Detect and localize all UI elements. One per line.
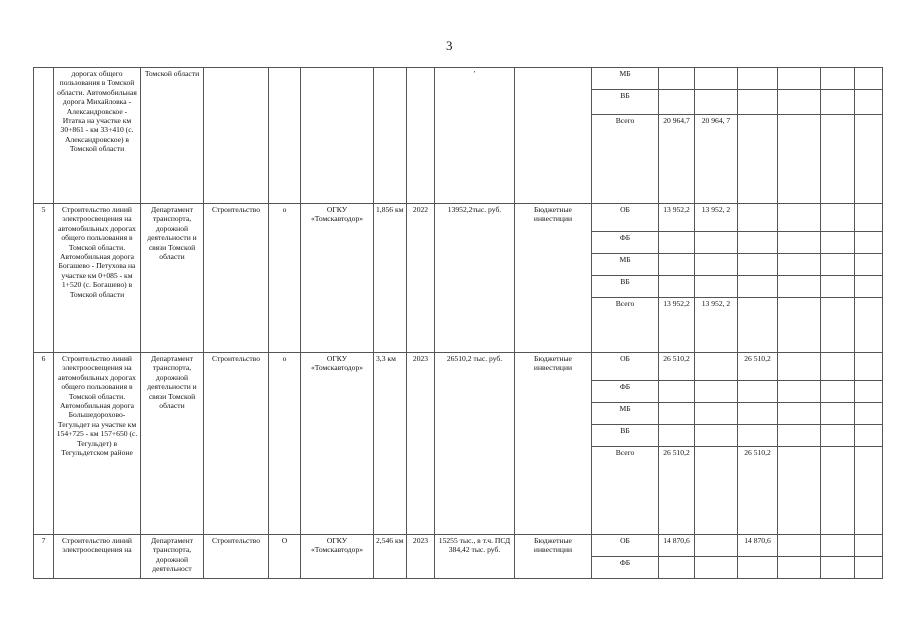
budget-year-1 [695, 254, 738, 276]
budget-year-3 [778, 425, 821, 447]
budget-label: МБ [592, 68, 659, 90]
row-number: 6 [34, 353, 54, 535]
budget-year-1 [695, 381, 738, 403]
budget-year-1 [695, 425, 738, 447]
budget-year-3 [778, 232, 821, 254]
budget-label: ФБ [592, 557, 659, 579]
budget-total: 26 510,2 [659, 447, 695, 535]
budget-year-5 [855, 447, 883, 535]
budget-year-3 [778, 557, 821, 579]
budget-year-1 [695, 447, 738, 535]
cost: 26510,2 тыс. руб. [435, 353, 515, 535]
capacity: 2,546 км [374, 535, 407, 579]
budget-year-5 [855, 425, 883, 447]
budget-year-2 [738, 298, 778, 353]
budget-year-3 [778, 535, 821, 557]
status: о [269, 353, 301, 535]
budget-year-4 [821, 276, 855, 298]
budget-year-4 [821, 557, 855, 579]
page-number: 3 [446, 38, 453, 53]
budget-year-1: 13 952, 2 [695, 298, 738, 353]
budget-year-5 [855, 403, 883, 425]
budget-year-5 [855, 68, 883, 90]
budget-year-5 [855, 298, 883, 353]
year: 2022 [407, 204, 435, 353]
budget-year-1 [695, 276, 738, 298]
customer: Департамент транспорта, дорожной деятельности и связи Томской области [141, 204, 204, 353]
work-type [204, 68, 269, 204]
customer: Департамент транспорта, дорожной деятельност [141, 535, 204, 579]
budget-year-4 [821, 254, 855, 276]
customer: Томской области [141, 68, 204, 204]
year: 2023 [407, 353, 435, 535]
budget-label: ФБ [592, 381, 659, 403]
budget-label: МБ [592, 403, 659, 425]
row-number: 5 [34, 204, 54, 353]
table-row [34, 353, 883, 381]
budget-total [659, 232, 695, 254]
budget-total [659, 254, 695, 276]
budget-year-3 [778, 115, 821, 204]
funding-type: Бюджетные инвестиции [515, 353, 592, 535]
budget-year-3 [778, 204, 821, 232]
budget-year-4 [821, 403, 855, 425]
capacity: 3,3 км [374, 353, 407, 535]
table-row [34, 68, 883, 90]
budget-year-5 [855, 232, 883, 254]
budget-year-3 [778, 381, 821, 403]
executor: ОГКУ «Томскавтодор» [301, 204, 374, 353]
budget-total [659, 68, 695, 90]
status: О [269, 535, 301, 579]
budget-year-1 [695, 557, 738, 579]
budget-year-5 [855, 204, 883, 232]
budget-year-5 [855, 381, 883, 403]
capacity [374, 68, 407, 204]
budget-year-1 [695, 90, 738, 115]
budget-year-2 [738, 403, 778, 425]
cost: 15255 тыс., в т.ч. ПСД 384,42 тыс. руб. [435, 535, 515, 579]
budget-year-2 [738, 115, 778, 204]
budget-year-3 [778, 403, 821, 425]
budget-year-5 [855, 115, 883, 204]
budget-year-3 [778, 254, 821, 276]
budget-year-4 [821, 447, 855, 535]
executor [301, 68, 374, 204]
funding-type: Бюджетные инвестиции [515, 535, 592, 579]
object-name: дорогах общего пользования в Томской области. Автомобильная дорога Михайловка - Александровское - Итатка на участке км 30+861 - км 33+410 (с. Александровское) в Томской области [54, 68, 141, 204]
table-row [34, 204, 883, 232]
budget-year-3 [778, 353, 821, 381]
row-number: 7 [34, 535, 54, 579]
budget-year-1 [695, 353, 738, 381]
budget-label: ОБ [592, 535, 659, 557]
budget-year-1 [695, 403, 738, 425]
budget-total [659, 403, 695, 425]
status [269, 68, 301, 204]
budget-year-1 [695, 68, 738, 90]
budget-year-1 [695, 232, 738, 254]
budget-year-2 [738, 276, 778, 298]
budget-year-2 [738, 68, 778, 90]
work-type: Строительство [204, 204, 269, 353]
budget-label: Всего [592, 447, 659, 535]
budget-year-4 [821, 232, 855, 254]
budget-year-5 [855, 276, 883, 298]
budget-total [659, 90, 695, 115]
customer: Департамент транспорта, дорожной деятельности и связи Томской области [141, 353, 204, 535]
budget-year-2 [738, 381, 778, 403]
investment-table [33, 67, 883, 579]
budget-year-3 [778, 90, 821, 115]
table-row [34, 535, 883, 557]
budget-year-3 [778, 298, 821, 353]
object-name: Строительство линий электроосвещения на [54, 535, 141, 579]
budget-year-4 [821, 68, 855, 90]
budget-label: ФБ [592, 232, 659, 254]
capacity: 1,856 км [374, 204, 407, 353]
budget-year-4 [821, 90, 855, 115]
work-type: Строительство [204, 353, 269, 535]
budget-label: МБ [592, 254, 659, 276]
budget-total: 13 952,2 [659, 204, 695, 232]
budget-label: ОБ [592, 353, 659, 381]
budget-total: 20 964,7 [659, 115, 695, 204]
budget-year-2: 14 870,6 [738, 535, 778, 557]
year: 2023 [407, 535, 435, 579]
budget-total: 26 510,2 [659, 353, 695, 381]
year [407, 68, 435, 204]
budget-year-4 [821, 425, 855, 447]
budget-year-5 [855, 353, 883, 381]
budget-year-3 [778, 447, 821, 535]
budget-year-2 [738, 557, 778, 579]
budget-total [659, 425, 695, 447]
budget-total: 13 952,2 [659, 298, 695, 353]
budget-year-1: 13 952, 2 [695, 204, 738, 232]
budget-label: ВБ [592, 90, 659, 115]
budget-year-2 [738, 254, 778, 276]
budget-label: ВБ [592, 425, 659, 447]
funding-type: Бюджетные инвестиции [515, 204, 592, 353]
budget-year-4 [821, 115, 855, 204]
cost: 13952,2тыс. руб. [435, 204, 515, 353]
funding-type [515, 68, 592, 204]
budget-year-3 [778, 68, 821, 90]
row-number [34, 68, 54, 204]
budget-label: Всего [592, 115, 659, 204]
budget-total [659, 381, 695, 403]
budget-label: Всего [592, 298, 659, 353]
cost: ' [435, 68, 515, 204]
budget-year-2 [738, 90, 778, 115]
executor: ОГКУ «Томскавтодор» [301, 353, 374, 535]
budget-label: ВБ [592, 276, 659, 298]
budget-year-2 [738, 232, 778, 254]
budget-year-4 [821, 353, 855, 381]
budget-year-5 [855, 254, 883, 276]
budget-year-3 [778, 276, 821, 298]
budget-year-5 [855, 90, 883, 115]
budget-label: ОБ [592, 204, 659, 232]
budget-total [659, 276, 695, 298]
budget-year-4 [821, 381, 855, 403]
budget-year-5 [855, 535, 883, 557]
budget-total: 14 870,6 [659, 535, 695, 557]
budget-year-4 [821, 298, 855, 353]
budget-year-4 [821, 535, 855, 557]
budget-year-5 [855, 557, 883, 579]
work-type: Строительство [204, 535, 269, 579]
budget-year-2 [738, 425, 778, 447]
budget-year-2 [738, 204, 778, 232]
executor: ОГКУ «Томскавтодор» [301, 535, 374, 579]
status: о [269, 204, 301, 353]
budget-year-1: 20 964, 7 [695, 115, 738, 204]
budget-year-1 [695, 535, 738, 557]
budget-year-2: 26 510,2 [738, 353, 778, 381]
object-name: Строительство линий электроосвещения на автомобильных дорогах общего пользования в Томской области. Автомобильная дорога Богашево - Петухова на участке км 0+085 - км 1+520 (с. Богашево) в Томской области [54, 204, 141, 353]
budget-year-2: 26 510,2 [738, 447, 778, 535]
budget-year-4 [821, 204, 855, 232]
object-name: Строительство линий электроосвещения на автомобильных дорогах общего пользования в Томской области. Автомобильная дорога Большедорохово-Тегульдет на участке км 154+725 - км 157+650 (с. Тегульдет) в Тегульдетском районе [54, 353, 141, 535]
budget-total [659, 557, 695, 579]
